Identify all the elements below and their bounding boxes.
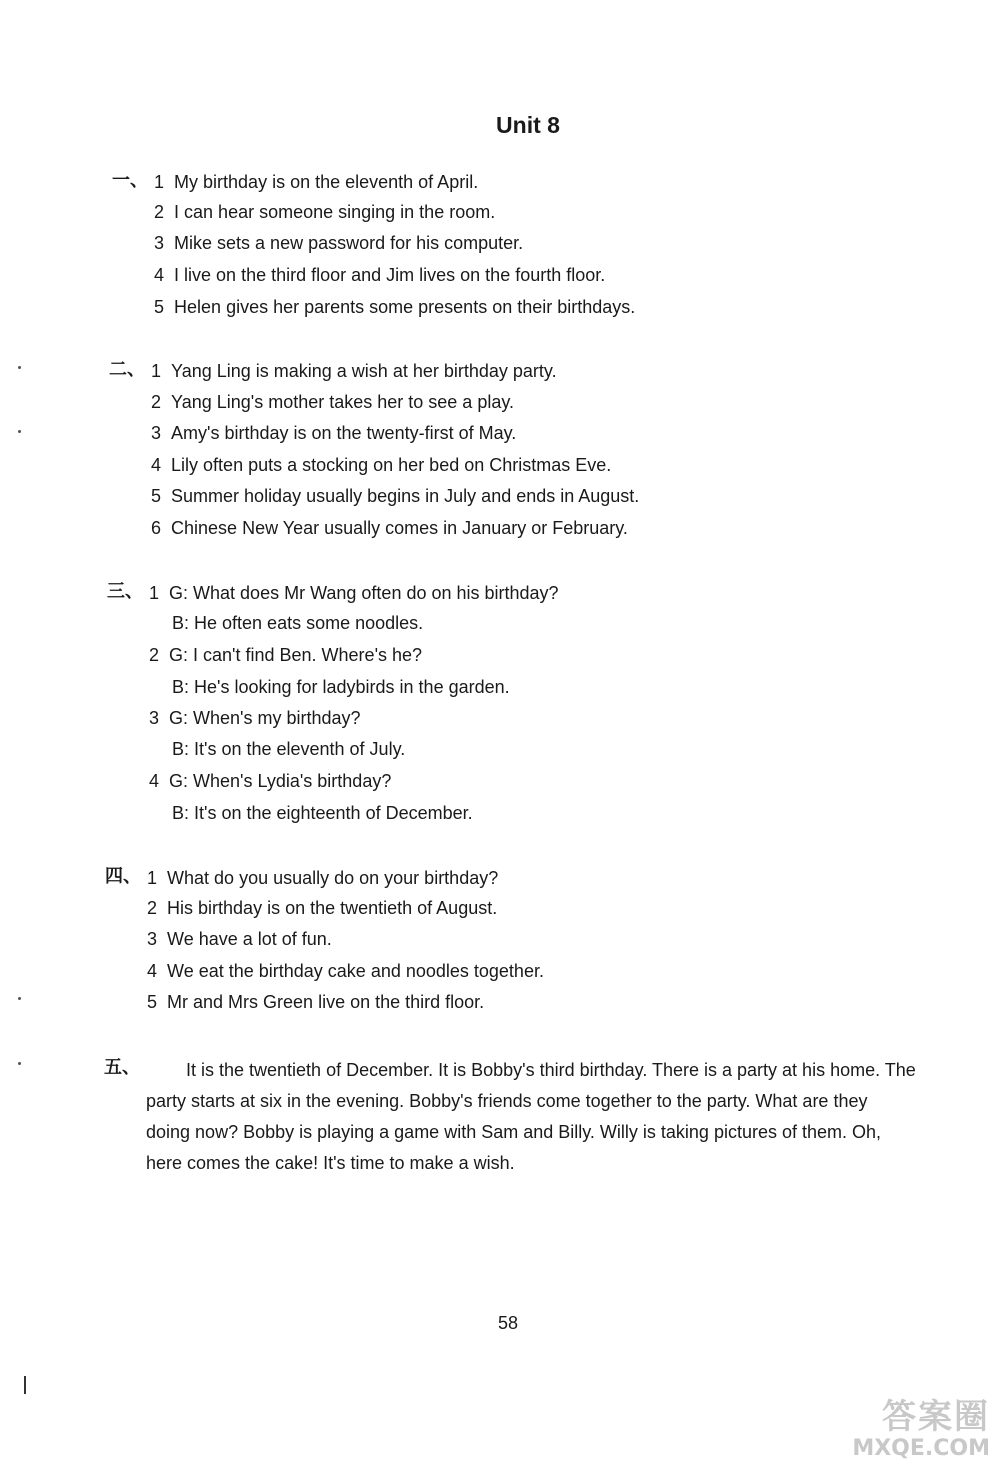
item-number: 6 [151,518,162,538]
s1-item-3 [154,232,523,254]
item-text: G: I can't find Ben. Where's he? [169,645,423,665]
item-text: G: When's Lydia's birthday? [169,771,392,791]
s2-item-4 [151,454,611,476]
s4-item-4 [147,960,544,982]
scan-dot [18,997,21,1000]
section-5-marker: 五、 [104,1057,140,1078]
s2-item-2 [151,391,514,413]
item-text: Summer holiday usually begins in July and ends in August. [171,486,640,506]
s1-item-1 [154,171,478,193]
s2-item-5 [151,485,639,507]
item-number: 3 [151,423,162,443]
s3-item-2-b: B: He's looking for ladybirds in the garden. [172,677,510,697]
s3-item-1-b: B: He often eats some noodles. [172,613,424,633]
item-number: 4 [151,455,162,475]
page-title: Unit 8 [496,112,560,138]
item-number: 4 [149,771,160,791]
item-text: Chinese New Year usually comes in January or February. [171,518,628,538]
passage: It is the twentieth of December. It is Bobby's third birthday. There is a party at his home. The party starts at six in the evening. Bobby's friends come together to the party. What are they doing now? Bobby is playing a game with Sam and Billy. Willy is taking pictures of them. Oh, here comes the cake! It's time to make a wish. [146,1060,916,1173]
item-text: We eat the birthday cake and noodles together. [167,961,544,981]
page-number: 58 [498,1313,519,1333]
scan-bar [24,1376,26,1394]
s3-item-4-g [149,770,391,792]
s4-item-1 [147,867,498,889]
item-text: G: When's my birthday? [169,708,361,728]
section-1-marker: 一、 [112,170,148,191]
item-number: 1 [154,172,165,192]
scan-dot [18,366,21,369]
s3-item-2-g [149,644,422,666]
s1-item-4 [154,264,605,286]
s3-item-4-b: B: It's on the eighteenth of December. [172,803,473,823]
item-text: Helen gives her parents some presents on their birthdays. [174,297,636,317]
item-text: I can hear someone singing in the room. [174,202,496,222]
scan-dot [18,1062,21,1065]
s3-item-1-g [149,582,559,604]
item-text: His birthday is on the twentieth of August. [167,898,498,918]
item-text: Mike sets a new password for his computer. [174,233,524,253]
item-number: 5 [154,297,165,317]
item-text: Mr and Mrs Green live on the third floor. [167,992,485,1012]
item-number: 4 [147,961,158,981]
item-number: 3 [154,233,165,253]
item-number: 2 [154,202,165,222]
section-4-marker: 四、 [105,866,141,887]
item-number: 5 [151,486,162,506]
watermark-top: 答案圈 [882,1397,990,1437]
s4-item-5 [147,991,484,1013]
item-number: 5 [147,992,158,1012]
watermark-bottom: MXQE.COM [852,1436,990,1461]
item-text: Lily often puts a stocking on her bed on Christmas Eve. [171,455,612,475]
s3-item-3-g [149,707,361,729]
s4-item-2 [147,897,497,919]
item-text: Amy's birthday is on the twenty-first of May. [171,423,517,443]
scan-dot [18,430,21,433]
watermark-logo [830,1397,990,1467]
s3-item-3-b: B: It's on the eleventh of July. [172,739,406,759]
item-number: 1 [151,361,162,381]
item-text: Yang Ling is making a wish at her birthday party. [171,361,557,381]
item-number: 4 [154,265,165,285]
s2-item-3 [151,422,516,444]
section-3-marker: 三、 [107,581,143,602]
item-text: G: What does Mr Wang often do on his birthday? [169,583,559,603]
item-text: I live on the third floor and Jim lives on the fourth floor. [174,265,606,285]
item-text: We have a lot of fun. [167,929,332,949]
section-2-marker: 二、 [109,359,145,380]
item-number: 2 [151,392,162,412]
s4-item-3 [147,928,332,950]
item-text: Yang Ling's mother takes her to see a play. [171,392,514,412]
item-number: 3 [147,929,158,949]
s1-item-5 [154,296,635,318]
item-text: My birthday is on the eleventh of April. [174,172,479,192]
s2-item-1 [151,360,557,382]
s1-item-2 [154,201,495,223]
item-number: 1 [149,583,160,603]
item-number: 2 [149,645,160,665]
item-number: 1 [147,868,158,888]
item-number: 3 [149,708,160,728]
item-text: What do you usually do on your birthday? [167,868,499,888]
item-number: 2 [147,898,158,918]
s2-item-6 [151,517,628,539]
